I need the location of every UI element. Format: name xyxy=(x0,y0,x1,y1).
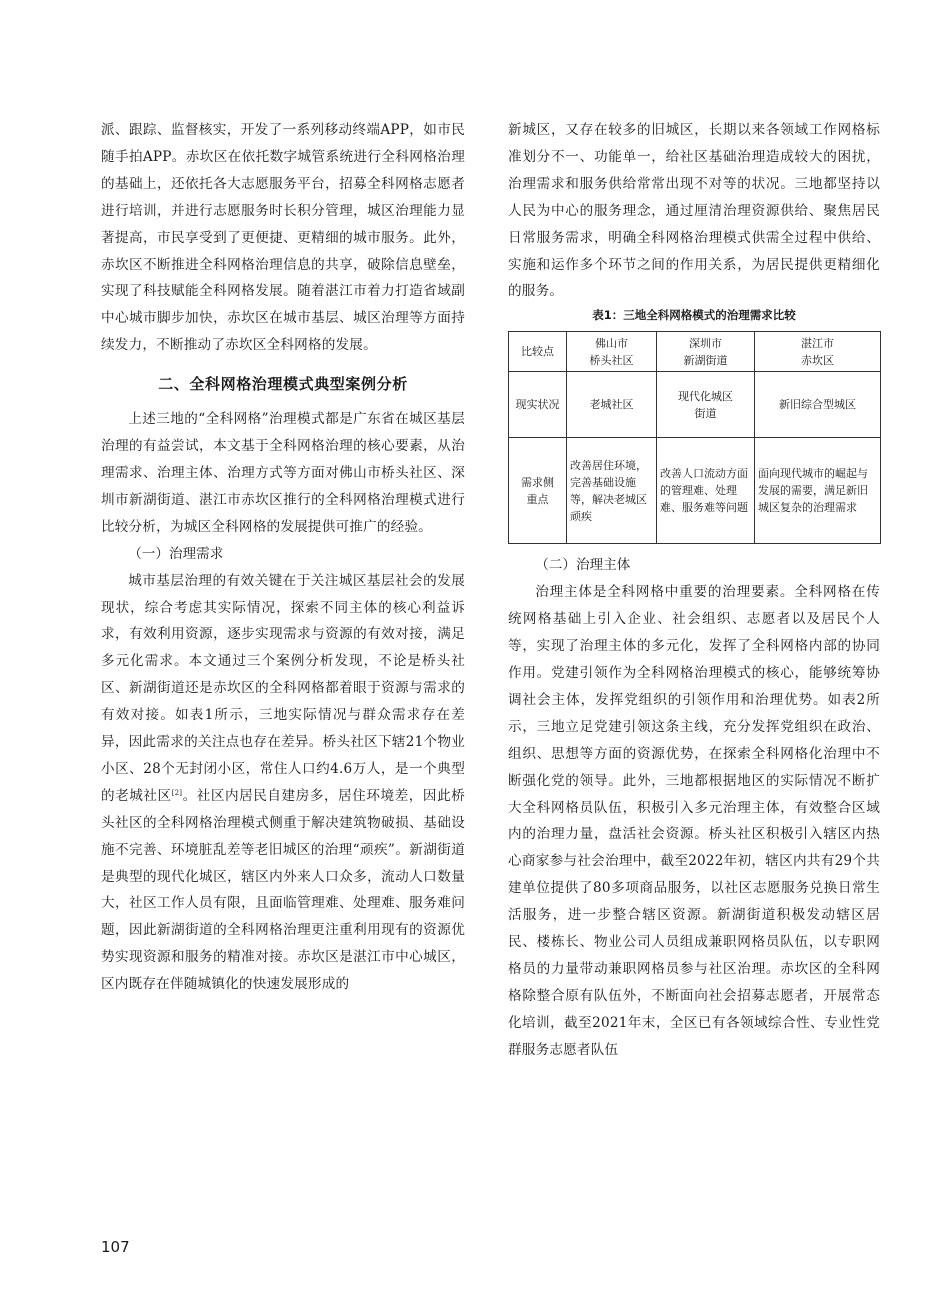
right-column xyxy=(508,117,880,1064)
table-header-cell: 深圳市 新湖街道 xyxy=(657,332,755,372)
citation-reference: [2] xyxy=(171,788,183,797)
paragraph-text: 城市基层治理的有效关键在于关注城区基层社会的发展现状，综合考虑其实际情况，探索不同主体的核心利益诉求，有效利用资源，逐步实现需求与资源的有效对接，满足多元化需求。本文通过三个案例分析发现，不论是桥头社区、新湖街道还是赤坎区的全科网格都着眼于资源与需求的有效对接。如表1所示，三地实际情况与群众需求存在差异，因此需求的关注点也存在差异。桥头社区下辖21个物业小区、28个无封闭小区，常住人口约4.6万人，是一个典型的老城社区 xyxy=(101,572,465,804)
table-row xyxy=(509,372,881,438)
paragraph: 上述三地的“全科网格”治理模式都是广东省在城区基层治理的有益尝试，本文基于全科网格治理的核心要素，从治理需求、治理主体、治理方式等方面对佛山市桥头社区、深圳市新湖街道、湛江市赤坎区推行的全科网格治理模式进行比较分析，为城区全科网格的发展提供可推广的经验。 xyxy=(101,411,465,535)
table-cell: 老城社区 xyxy=(567,372,657,438)
table-cell: 改善人口流动方面的管理难、处理难、服务难等问题 xyxy=(657,438,755,544)
table-row xyxy=(509,438,881,544)
left-column xyxy=(101,117,465,998)
paragraph: 治理主体是全科网格中重要的治理要素。全科网格在传统网格基础上引入企业、社会组织、志愿者以及居民个人等，实现了治理主体的多元化，发挥了全科网格内部的协同作用。党建引领作为全科网格治理模式的核心，能够统筹协调社会主体，发挥党组织的引领作用和治理优势。如表2所示，三地立足党建引领这条主线，充分发挥党组织在政治、组织、思想等方面的资源优势，在探索全科网格化治理中不断强化党的领导。此外，三地都根据地区的实际情况不断扩大全科网格员队伍，积极引入多元治理主体，有效整合区域内的治理力量，盘活社会资源。桥头社区积极引入辖区内热心商家参与社会治理中，截至2022年初，辖区内共有29个共建单位提供了80多项商品服务，以社区志愿服务兑换日常生活服务，进一步整合辖区资源。新湖街道积极发动辖区居民、楼栋长、物业公司人员组成兼职网格员队伍，以专职网格员的力量带动兼职网格员参与社区治理。赤坎区的全科网格除整合原有队伍外，不断面向社会招募志愿者，开展常态化培训，截至2021年末，全区已有各领域综合性、专业性党群服务志愿者队伍 xyxy=(508,584,880,1058)
table-header-cell: 比较点 xyxy=(509,332,567,372)
table-cell: 新旧综合型城区 xyxy=(755,372,881,438)
table-header-cell: 湛江市 赤坎区 xyxy=(755,332,881,372)
page-number: 107 xyxy=(101,1238,130,1256)
table-row-label: 需求侧 重点 xyxy=(509,438,567,544)
paragraph xyxy=(101,568,465,999)
comparison-table xyxy=(508,331,881,544)
section-heading: 二、全科网格治理模式典型案例分析 xyxy=(158,375,408,394)
table-caption: 表1：三地全科网格模式的治理需求比较 xyxy=(592,308,796,323)
table-row-label: 现实状况 xyxy=(509,372,567,438)
table-cell: 改善居住环境，完善基础设施等，解决老城区顽疾 xyxy=(567,438,657,544)
paragraph: 新城区，又存在较多的旧城区，长期以来各领域工作网格标准划分不一、功能单一，给社区基础治理造成较大的困扰，治理需求和服务供给常常出现不对等的状况。三地都坚持以人民为中心的服务理念，通过厘清治理资源供给、聚焦居民日常服务需求，明确全科网格治理模式供需全过程中供给、实施和运作多个环节之间的作用关系，为居民提供更精细化的服务。 xyxy=(508,122,880,300)
table-header-row xyxy=(509,332,881,372)
table-cell: 面向现代城市的崛起与发展的需要，满足新旧城区复杂的治理需求 xyxy=(755,438,881,544)
subsection-heading: （二）治理主体 xyxy=(535,557,631,574)
table-header-cell: 佛山市 桥头社区 xyxy=(567,332,657,372)
paragraph-text: 。社区内居民自建房多，居住环境差，因此桥头社区的全科网格治理模式侧重于解决建筑物破损、基础设施不完善、环境脏乱差等老旧城区的治理“顽疾”。新湖街道是典型的现代化城区，辖区内外来人口众多，流动人口数量大，社区工作人员有限，且面临管理难、处理难、服务难问题，因此新湖街道的全科网格治理更注重利用现有的资源优势实现资源和服务的精准对接。赤坎区是湛江市中心城区，区内既存在伴随城镇化的快速发展形成的 xyxy=(101,787,466,993)
table-cell: 现代化城区 街道 xyxy=(657,372,755,438)
paragraph: 派、跟踪、监督核实，开发了一系列移动终端APP，如市民随手拍APP。赤坎区在依托数字城管系统进行全科网格治理的基础上，还依托各大志愿服务平台，招募全科网格志愿者进行培训，并进行志愿服务时长积分管理，城区治理能力显著提高，市民享受到了更便捷、更精细的城市服务。此外，赤坎区不断推进全科网格治理信息的共享，破除信息壁垒，实现了科技赋能全科网格发展。随着湛江市着力打造省域副中心城市脚步加快，赤坎区在城市基层、城区治理等方面持续发力，不断推动了赤坎区全科网格的发展。 xyxy=(101,122,465,354)
subsection-heading: （一）治理需求 xyxy=(128,545,224,562)
